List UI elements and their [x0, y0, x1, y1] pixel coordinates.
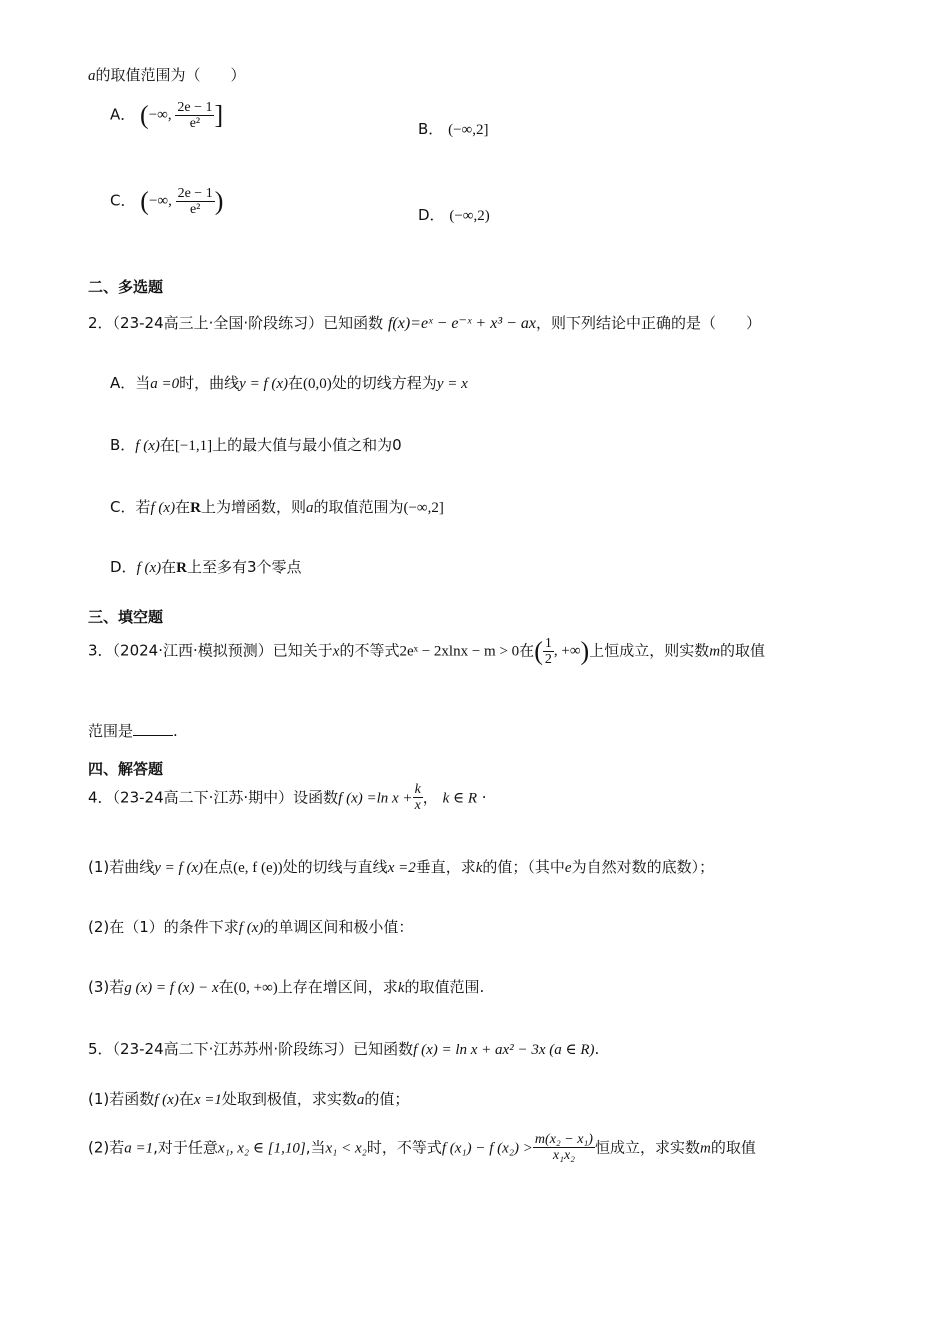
option-math: (−∞, $\frac{2e - 1}{\text{e²}}$ ) [140, 186, 224, 218]
q4-part2: (2)在（1）的条件下求f (x)的单调区间和极小值： [88, 918, 414, 936]
option-math: (−∞, $\frac{2e - 1}{\text{e²}}$ ] [140, 100, 224, 132]
q4-part3: (3)若g (x) = f (x) − x在(0, +∞)上存在增区间，求k的取值范围. [88, 978, 485, 996]
q1-stem-text: 的取值范围为（ ） [95, 66, 246, 84]
option-label: A． [110, 105, 136, 124]
q1-stem [88, 64, 246, 85]
q4-part1: (1)若曲线y = f (x)在点(e, f (e))处的切线与直线x =2垂直，求k的值；（其中e为自然对数的底数）； [88, 858, 715, 876]
option-math: (−∞,2] [448, 122, 489, 138]
q1-option-a[interactable] [110, 100, 223, 132]
q3-line2: 范围是 . [88, 722, 178, 740]
q3-stem: 3．（2024·江西·模拟预测）已知关于x的不等式2eˣ − 2xlnx − m > 0在( $\frac{1}{2}$ , +∞)上恒成立，则实数m的取值 [88, 636, 766, 668]
q2-option-a[interactable]: A．当a =0时，曲线y = f (x)在(0,0)处的切线方程为y = x [110, 374, 468, 392]
option-label: C． [110, 191, 136, 210]
q1-option-d[interactable] [418, 204, 490, 225]
q2-func: f(x)=eˣ − e⁻ˣ + x³ − ax [387, 315, 537, 332]
answer-blank[interactable] [133, 721, 173, 736]
q2-stem: 2．（23-24高三上·全国·阶段练习）已知函数 f(x)=eˣ − e⁻ˣ + x³ − ax，则下列结论中正确的是（ ） [88, 314, 762, 332]
q5-part2: (2)若a =1,对于任意x₁, x₂ ∈ [1,10],当x₁ < x₂时，不等式f (x₁) − f (x₂) > $\frac{\text{m(x₂ − x₁)}}{\text{x₁x₂}}$ 恒成立，求实数m的取值 [88, 1132, 756, 1164]
q5-part1: (1)若函数f (x)在x =1处取到极值，求实数a的值； [88, 1090, 410, 1108]
option-label: B． [418, 120, 444, 138]
option-label: D． [418, 206, 445, 224]
section-heading-multi: 二、多选题 [88, 278, 164, 296]
q2-option-b[interactable]: B．f (x)在[−1,1]上的最大值与最小值之和为0 [110, 436, 402, 454]
q2-option-d[interactable]: D．f (x)在R上至多有3个零点 [110, 558, 302, 576]
section-heading-fill: 三、填空题 [88, 608, 164, 626]
option-math: (−∞,2) [449, 208, 490, 224]
math-a: a [88, 68, 96, 84]
q1-option-b[interactable] [418, 118, 488, 139]
section-heading-solve: 四、解答题 [88, 760, 164, 778]
q4-stem: 4．（23-24高二下·江苏·期中）设函数f (x) =ln x + $\frac{k}{x}$ ， k ∈ R · [88, 782, 487, 814]
q3-interval: ( $\frac{1}{2}$ , +∞) [534, 636, 590, 668]
q5-stem: 5．（23-24高二下·江苏苏州·阶段练习）已知函数f (x) = ln x + ax² − 3x (a ∈ R). [88, 1040, 600, 1058]
q2-option-c[interactable]: C．若f (x)在R上为增函数，则a的取值范围为(−∞,2] [110, 498, 444, 516]
q1-option-c[interactable] [110, 186, 223, 218]
